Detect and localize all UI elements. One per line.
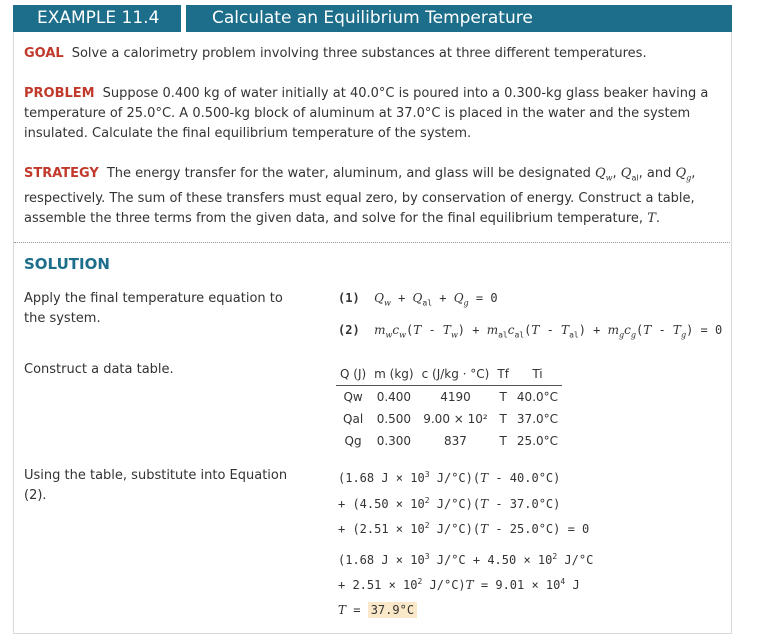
- step1-text: Apply the final temperature equation to the system.: [24, 291, 283, 326]
- header-m: m (kg): [370, 363, 417, 386]
- substitution-line-3: + ($2.51 \times 10^2$ J/°C)(T - 25.0°C) = 0: [338, 521, 590, 536]
- goal-text: Solve a calorimetry problem involving three substances at three different temperatures.: [71, 46, 647, 61]
- strategy-text-b: respectively. The sum of these transfers must equal zero, by conservation of energy. Construct a table, assemble the three terms from the given data, and solve for the final equilibrium temperature,: [24, 190, 695, 226]
- example-number: EXAMPLE 11.4: [13, 5, 181, 32]
- step3-text: Using the table, substitute into Equation (2).: [24, 468, 288, 503]
- example-header: [0, 5, 784, 32]
- table-row: Qal 0.500 9.00 × 10² T 37.0°C: [343, 412, 559, 426]
- equation-1: (1) $Q_w + Q_{al} + Q_g = 0$: [338, 291, 498, 308]
- example-title: Calculate an Equilibrium Temperature: [186, 5, 732, 32]
- header-q: Q (J): [336, 363, 370, 386]
- strategy-paragraph: STRATEGY The energy transfer for the water, aluminum, and glass will be designated $Q_w$, $Q_{al}$, and $Q_g$, respectively. The sum of these transfers must equal zero, by conservation of energy. Construct a table, assemble the three terms from the given data, and solve for the final equilibrium temperature, T.: [24, 166, 696, 226]
- section-divider: [14, 242, 730, 243]
- problem-text: Suppose 0.400 kg of water initially at 40.0°C is poured into a 0.300-kg glass beaker having a temperature of 25.0°C. A 0.500-kg block of aluminum at 37.0°C is placed in the water and the system insulated. Calculate the final equilibrium temperature of the system.: [24, 86, 709, 141]
- final-answer-line: T = 37.9°C: [338, 603, 417, 617]
- goal-paragraph: [24, 44, 724, 64]
- strategy-text-a: The energy transfer for the water, aluminum, and glass will be designated: [106, 166, 591, 181]
- combined-line-2: + $2.51 \times 10^2$ $J/^\circ C)T = 9.01 \times 10^4$ J: [338, 577, 580, 592]
- step2-text: Construct a data table.: [24, 362, 174, 377]
- strategy-label: STRATEGY: [24, 166, 99, 181]
- substitution-line-1: (1.68 $J \times 10^3$ J/°C)(T - 40.0°C): [338, 470, 561, 485]
- goal-label: GOAL: [24, 46, 64, 61]
- equation-2: (2) $m_wc_w(T - T_w) + m_{al}c_{al}(T - T_{al}) + m_gc_g(T - T_g) = 0$: [338, 323, 723, 340]
- header-ti: Ti: [513, 363, 562, 386]
- table-row: Qw 0.400 4190 T 40.0°C: [343, 390, 559, 404]
- header-tf: Tf: [493, 363, 513, 386]
- combined-line-1: (1.68 $J \times 10^3$ $J/^\circ C + 4.50 \times 10^2$ J/°C: [338, 552, 594, 567]
- data-table: [336, 363, 562, 452]
- substitution-line-2: + ($4.50 \times 10^2$ J/°C)(T - 37.0°C): [338, 496, 561, 511]
- problem-paragraph: [24, 84, 724, 144]
- header-c: c (J/kg · °C): [418, 363, 494, 386]
- table-header-row: [336, 363, 562, 386]
- final-answer: 37.9°C: [368, 602, 417, 618]
- problem-label: PROBLEM: [24, 86, 95, 101]
- solution-heading: SOLUTION: [24, 255, 110, 273]
- table-row: Qg 0.300 837 T 25.0°C: [344, 434, 559, 448]
